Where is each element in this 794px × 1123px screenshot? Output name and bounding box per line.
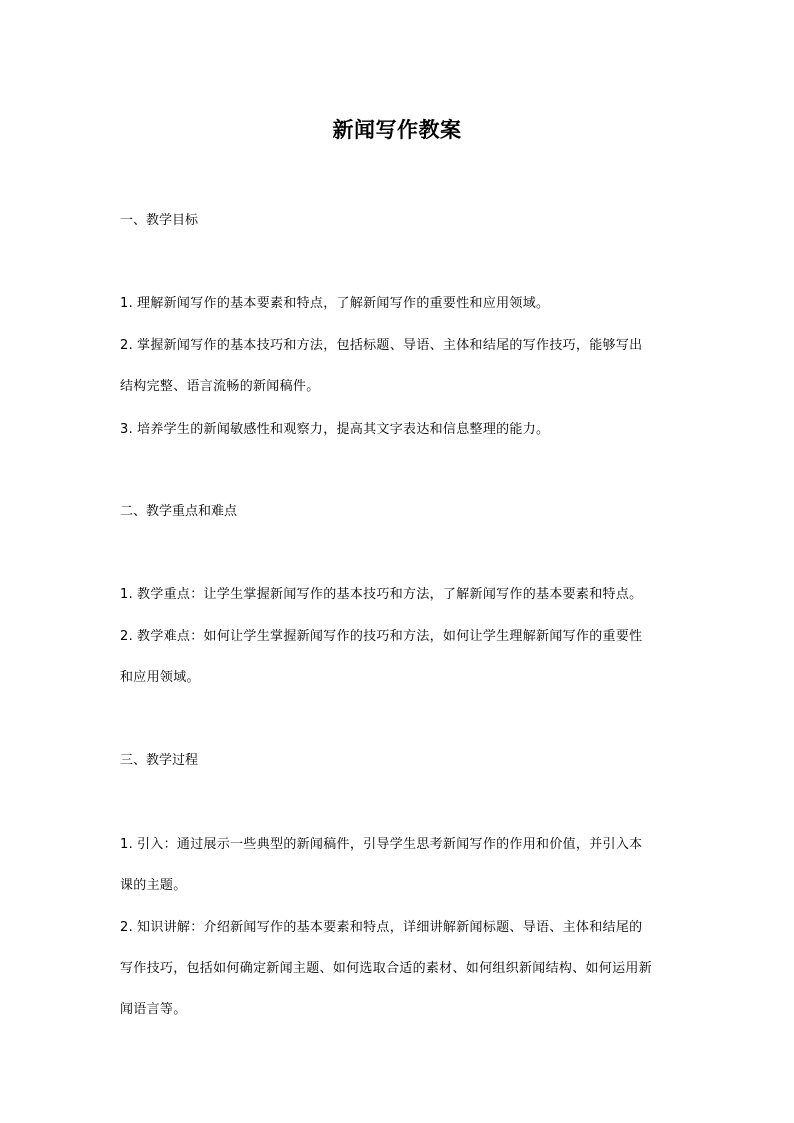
key-point-item-2	[120, 628, 680, 687]
item-text: 培养学生的新闻敏感性和观察力，提高其文字表达和信息整理的能力。	[137, 422, 550, 437]
item-text: 课的主题。	[120, 878, 187, 893]
item-text: 掌握新闻写作的基本技巧和方法，包括标题、导语、主体和结尾的写作技巧，能够写出	[137, 338, 643, 353]
item-text: 理解新闻写作的基本要素和特点，了解新闻写作的重要性和应用领域。	[137, 296, 550, 311]
item-number: 2.	[120, 338, 134, 353]
process-item-2	[120, 919, 680, 1019]
item-number: 1.	[120, 296, 134, 311]
item-number: 3.	[120, 422, 134, 437]
key-point-item-1	[120, 586, 680, 604]
item-text: 写作技巧，包括如何确定新闻主题、如何选取合适的素材、如何组织新闻结构、如何运用新	[120, 961, 653, 976]
item-number: 2.	[120, 629, 134, 644]
item-number: 1.	[120, 587, 134, 602]
item-text: 教学难点：如何让学生掌握新闻写作的技巧和方法，如何让学生理解新闻写作的重要性	[137, 629, 643, 644]
document-title: 新闻写作教案	[332, 118, 462, 142]
item-number: 1.	[120, 837, 134, 852]
item-text: 和应用领域。	[120, 670, 200, 685]
item-text: 闻语言等。	[120, 1002, 187, 1017]
item-number: 2.	[120, 920, 134, 935]
section-heading-objectives: 一、教学目标	[120, 213, 199, 228]
item-text: 结构完整、语言流畅的新闻稿件。	[120, 379, 320, 394]
section-heading-process: 三、教学过程	[120, 753, 199, 768]
item-text: 教学重点：让学生掌握新闻写作的基本技巧和方法，了解新闻写作的基本要素和特点。	[137, 587, 643, 602]
process-item-1	[120, 836, 680, 895]
objective-item-2	[120, 337, 680, 396]
objective-item-3	[120, 421, 680, 439]
section-heading-key-points: 二、教学重点和难点	[120, 504, 238, 519]
objective-item-1	[120, 295, 680, 313]
item-text: 知识讲解：介绍新闻写作的基本要素和特点，详细讲解新闻标题、导语、主体和结尾的	[137, 920, 643, 935]
item-text: 引入：通过展示一些典型的新闻稿件，引导学生思考新闻写作的作用和价值，并引入本	[137, 837, 643, 852]
